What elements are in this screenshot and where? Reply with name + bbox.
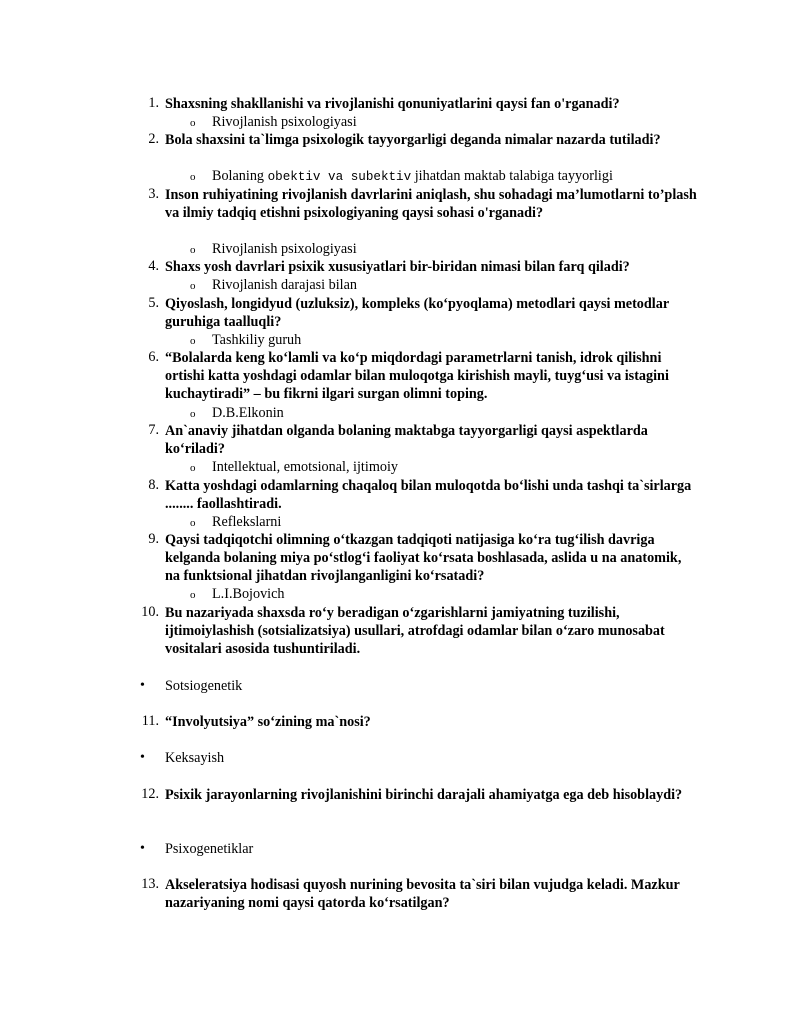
question-text: Shaxsning shakllanishi va rivojlanishi qonuniyatlarini qaysi fan o'rganadi? [165, 96, 620, 112]
circle-bullet-icon: o [190, 408, 196, 420]
question-4 [137, 258, 697, 276]
question-6 [137, 349, 697, 403]
circle-bullet-icon: o [190, 517, 196, 529]
answer-10 [140, 677, 242, 695]
question-2 [137, 131, 697, 149]
question-7 [137, 422, 697, 458]
answer-7 [190, 458, 398, 476]
question-text: Bu nazariyada shaxsda ro‘y beradigan o‘zgarishlarni jamiyatning tuzilishi, ijtimoiylashish (sotsializatsiya) usullari, atrofdagi odamlar bilan o‘zaro munosabat vositalari asosida tushuntiriladi. [165, 605, 665, 657]
answer-text: Rivojlanish psixologiyasi [212, 241, 357, 257]
circle-bullet-icon: o [190, 462, 196, 474]
question-number: 7. [148, 422, 159, 438]
question-number: 10. [141, 604, 159, 620]
question-text: An`anaviy jihatdan olganda bolaning maktabga tayyorgarligi qaysi aspektlarda ko‘riladi? [165, 423, 648, 457]
answer-text: L.I.Bojovich [212, 586, 285, 602]
answer-part-mono: obektiv va subektiv [267, 170, 412, 184]
question-text: “Involyutsiya” so‘zining ma`nosi? [165, 714, 371, 730]
answer-12 [140, 840, 253, 858]
question-text: Inson ruhiyatining rivojlanish davrlarini aniqlash, shu sohadagi ma’lumotlarni to’plash va ilmiy tadqiq etishni psixologiyaning qaysi sohasi o'rganadi? [165, 187, 697, 221]
answer-8 [190, 513, 281, 531]
answer-6 [190, 404, 284, 422]
answer-text: Reflekslarni [212, 514, 282, 530]
answer-text: Sotsiogenetik [165, 678, 243, 694]
answer-text [212, 168, 613, 184]
question-text: Qiyoslash, longidyud (uzluksiz), kompleks (ko‘pyoqlama) metodlari qaysi metodlar guruhiga taalluqli? [165, 296, 669, 330]
answer-4 [190, 276, 357, 294]
answer-part: Bolaning [212, 168, 268, 184]
question-text: “Bolalarda keng ko‘lamli va ko‘p miqdordagi parametrlarni tanish, idrok qilishni ortishi katta yoshdagi odamlar bilan muloqotga kirishish mayli, tuyg‘usi va istagini kuchaytiradi” – bu fikrni ilgari surgan olimni toping. [165, 350, 669, 402]
question-number: 3. [148, 186, 159, 202]
question-number: 8. [148, 477, 159, 493]
answer-text: D.B.Elkonin [212, 405, 284, 421]
question-13 [137, 876, 697, 912]
circle-bullet-icon: o [190, 280, 196, 292]
question-text: Akseleratsiya hodisasi quyosh nurining bevosita ta`siri bilan vujudga keladi. Mazkur nazariyaning nomi qaysi qatorda ko‘rsatilgan? [165, 877, 680, 911]
answer-text: Intellektual, emotsional, ijtimoiy [212, 459, 398, 475]
circle-bullet-icon: o [190, 171, 196, 183]
question-number: 9. [148, 531, 159, 547]
question-5 [137, 295, 697, 331]
question-number: 1. [148, 95, 159, 111]
question-3 [137, 186, 697, 222]
circle-bullet-icon: o [190, 117, 196, 129]
question-number: 6. [148, 349, 159, 365]
answer-text: Keksayish [165, 750, 225, 766]
question-number: 12. [141, 786, 159, 802]
answer-text: Rivojlanish darajasi bilan [212, 277, 357, 293]
bullet-icon: • [140, 750, 145, 765]
question-9 [137, 531, 697, 585]
answer-2 [190, 167, 613, 186]
question-11 [137, 713, 697, 731]
bullet-icon: • [140, 678, 145, 693]
question-text: Qaysi tadqiqotchi olimning o‘tkazgan tadqiqoti natijasiga ko‘ra tug‘ilish davriga kelganda bolaning miya po‘stlog‘i faoliyat ko‘rsata boshlasada, aslida u na anatomik, na funktsional jihatdan rivojlanganligini ko‘rsatadi? [165, 532, 682, 584]
answer-part: jihatdan maktab talabiga tayyorligi [411, 168, 613, 184]
answer-text: Tashkiliy guruh [212, 332, 302, 348]
circle-bullet-icon: o [190, 589, 196, 601]
question-number: 13. [141, 876, 159, 892]
circle-bullet-icon: o [190, 244, 196, 256]
answer-11 [140, 749, 224, 767]
question-number: 2. [148, 131, 159, 147]
question-text: Bola shaxsini ta`limga psixologik tayyorgarligi deganda nimalar nazarda tutiladi? [165, 132, 661, 148]
question-8 [137, 477, 697, 513]
answer-text: Psixogenetiklar [165, 841, 254, 857]
question-12 [137, 786, 697, 804]
question-number: 11. [141, 713, 159, 729]
bullet-icon: • [140, 841, 145, 856]
answer-text: Rivojlanish psixologiyasi [212, 114, 357, 130]
question-number: 5. [148, 295, 159, 311]
answer-9 [190, 585, 285, 603]
answer-3 [190, 240, 357, 258]
question-10 [137, 604, 697, 658]
answer-1 [190, 113, 357, 131]
question-text: Psixik jarayonlarning rivojlanishini birinchi darajali ahamiyatga ega deb hisoblaydi? [165, 787, 683, 803]
circle-bullet-icon: o [190, 335, 196, 347]
question-number: 4. [148, 258, 159, 274]
question-1 [137, 95, 697, 113]
question-text: Shaxs yosh davrlari psixik xususiyatlari bir-biridan nimasi bilan farq qiladi? [165, 259, 630, 275]
question-text: Katta yoshdagi odamlarning chaqaloq bilan muloqotda bo‘lishi unda tashqi ta`sirlarga ........ faollashtiradi. [165, 478, 692, 512]
answer-5 [190, 331, 301, 349]
